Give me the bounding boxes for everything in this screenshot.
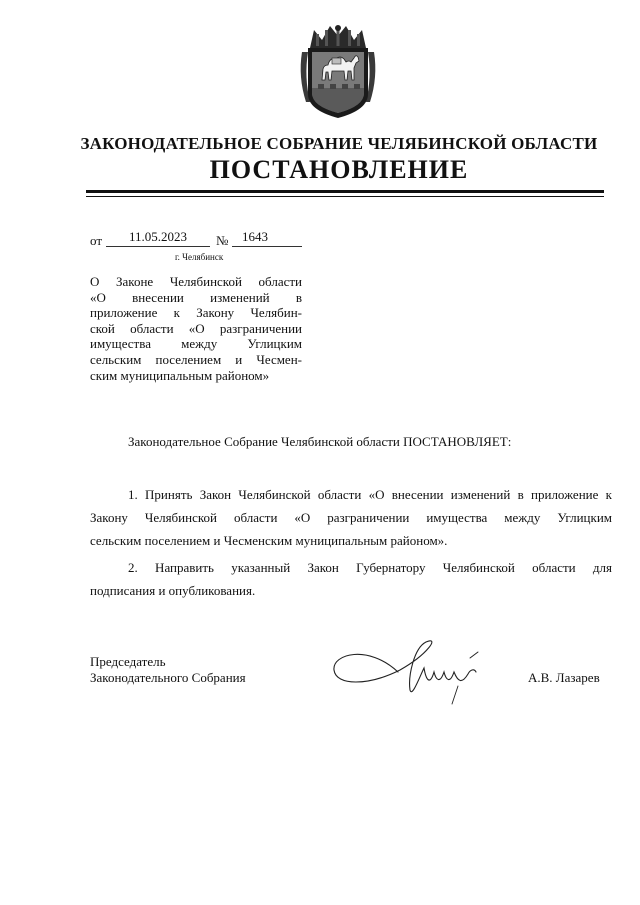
item-line: 2. Направить указанный Закон Губернатору Челябинской области для: [128, 560, 612, 575]
item-line: 1. Принять Закон Челябинской области «О внесении изменений в приложение к: [128, 487, 612, 502]
signatory-name: А.В. Лазарев: [528, 670, 600, 685]
position-line-2: Законодательного Собрания: [90, 670, 246, 685]
subject-line: сельским поселением и Чесмен-: [90, 351, 302, 367]
item-line: подписания и опубликования.: [90, 583, 256, 598]
resolution-item-2: [90, 556, 612, 602]
item-line: сельским поселением и Чесменским муниципальным районом».: [90, 533, 448, 548]
document-date: 11.05.2023: [106, 229, 210, 247]
date-prefix: от: [90, 233, 103, 248]
subject-line: имущества между Углицким: [90, 336, 302, 352]
position-line-1: Председатель: [90, 654, 166, 669]
subject-line: О Законе Челябинской области: [90, 274, 302, 289]
city-label: г. Челябинск: [175, 252, 224, 262]
subject-line: ским муниципальным районом»: [90, 367, 270, 383]
handwritten-signature-icon: [328, 628, 498, 708]
document-type-title: ПОСТАНОВЛЕНИЕ: [209, 155, 469, 184]
subject-line: приложение к Закону Челябин-: [90, 305, 302, 321]
number-sign: №: [216, 233, 229, 248]
resolution-item-1: [90, 483, 612, 552]
document-number: 1643: [232, 229, 302, 247]
organization-name: ЗАКОНОДАТЕЛЬНОЕ СОБРАНИЕ ЧЕЛЯБИНСКОЙ ОБЛАСТИ: [80, 134, 598, 153]
chelyabinsk-coat-of-arms-icon: [296, 22, 380, 120]
subject-line: «О внесении изменений в: [90, 289, 302, 305]
header-divider-thin: [86, 196, 604, 197]
decree-statement: Законодательное Собрание Челябинской области ПОСТАНОВЛЯЕТ:: [128, 434, 512, 449]
signatory-position: [90, 654, 246, 686]
item-line: Закону Челябинской области «О разграничении имущества между Углицким: [90, 510, 612, 525]
header-divider-thick: [86, 190, 604, 193]
document-subject: [90, 274, 302, 383]
date-number-line: [90, 229, 310, 249]
subject-line: ской области «О разграничении: [90, 320, 302, 336]
